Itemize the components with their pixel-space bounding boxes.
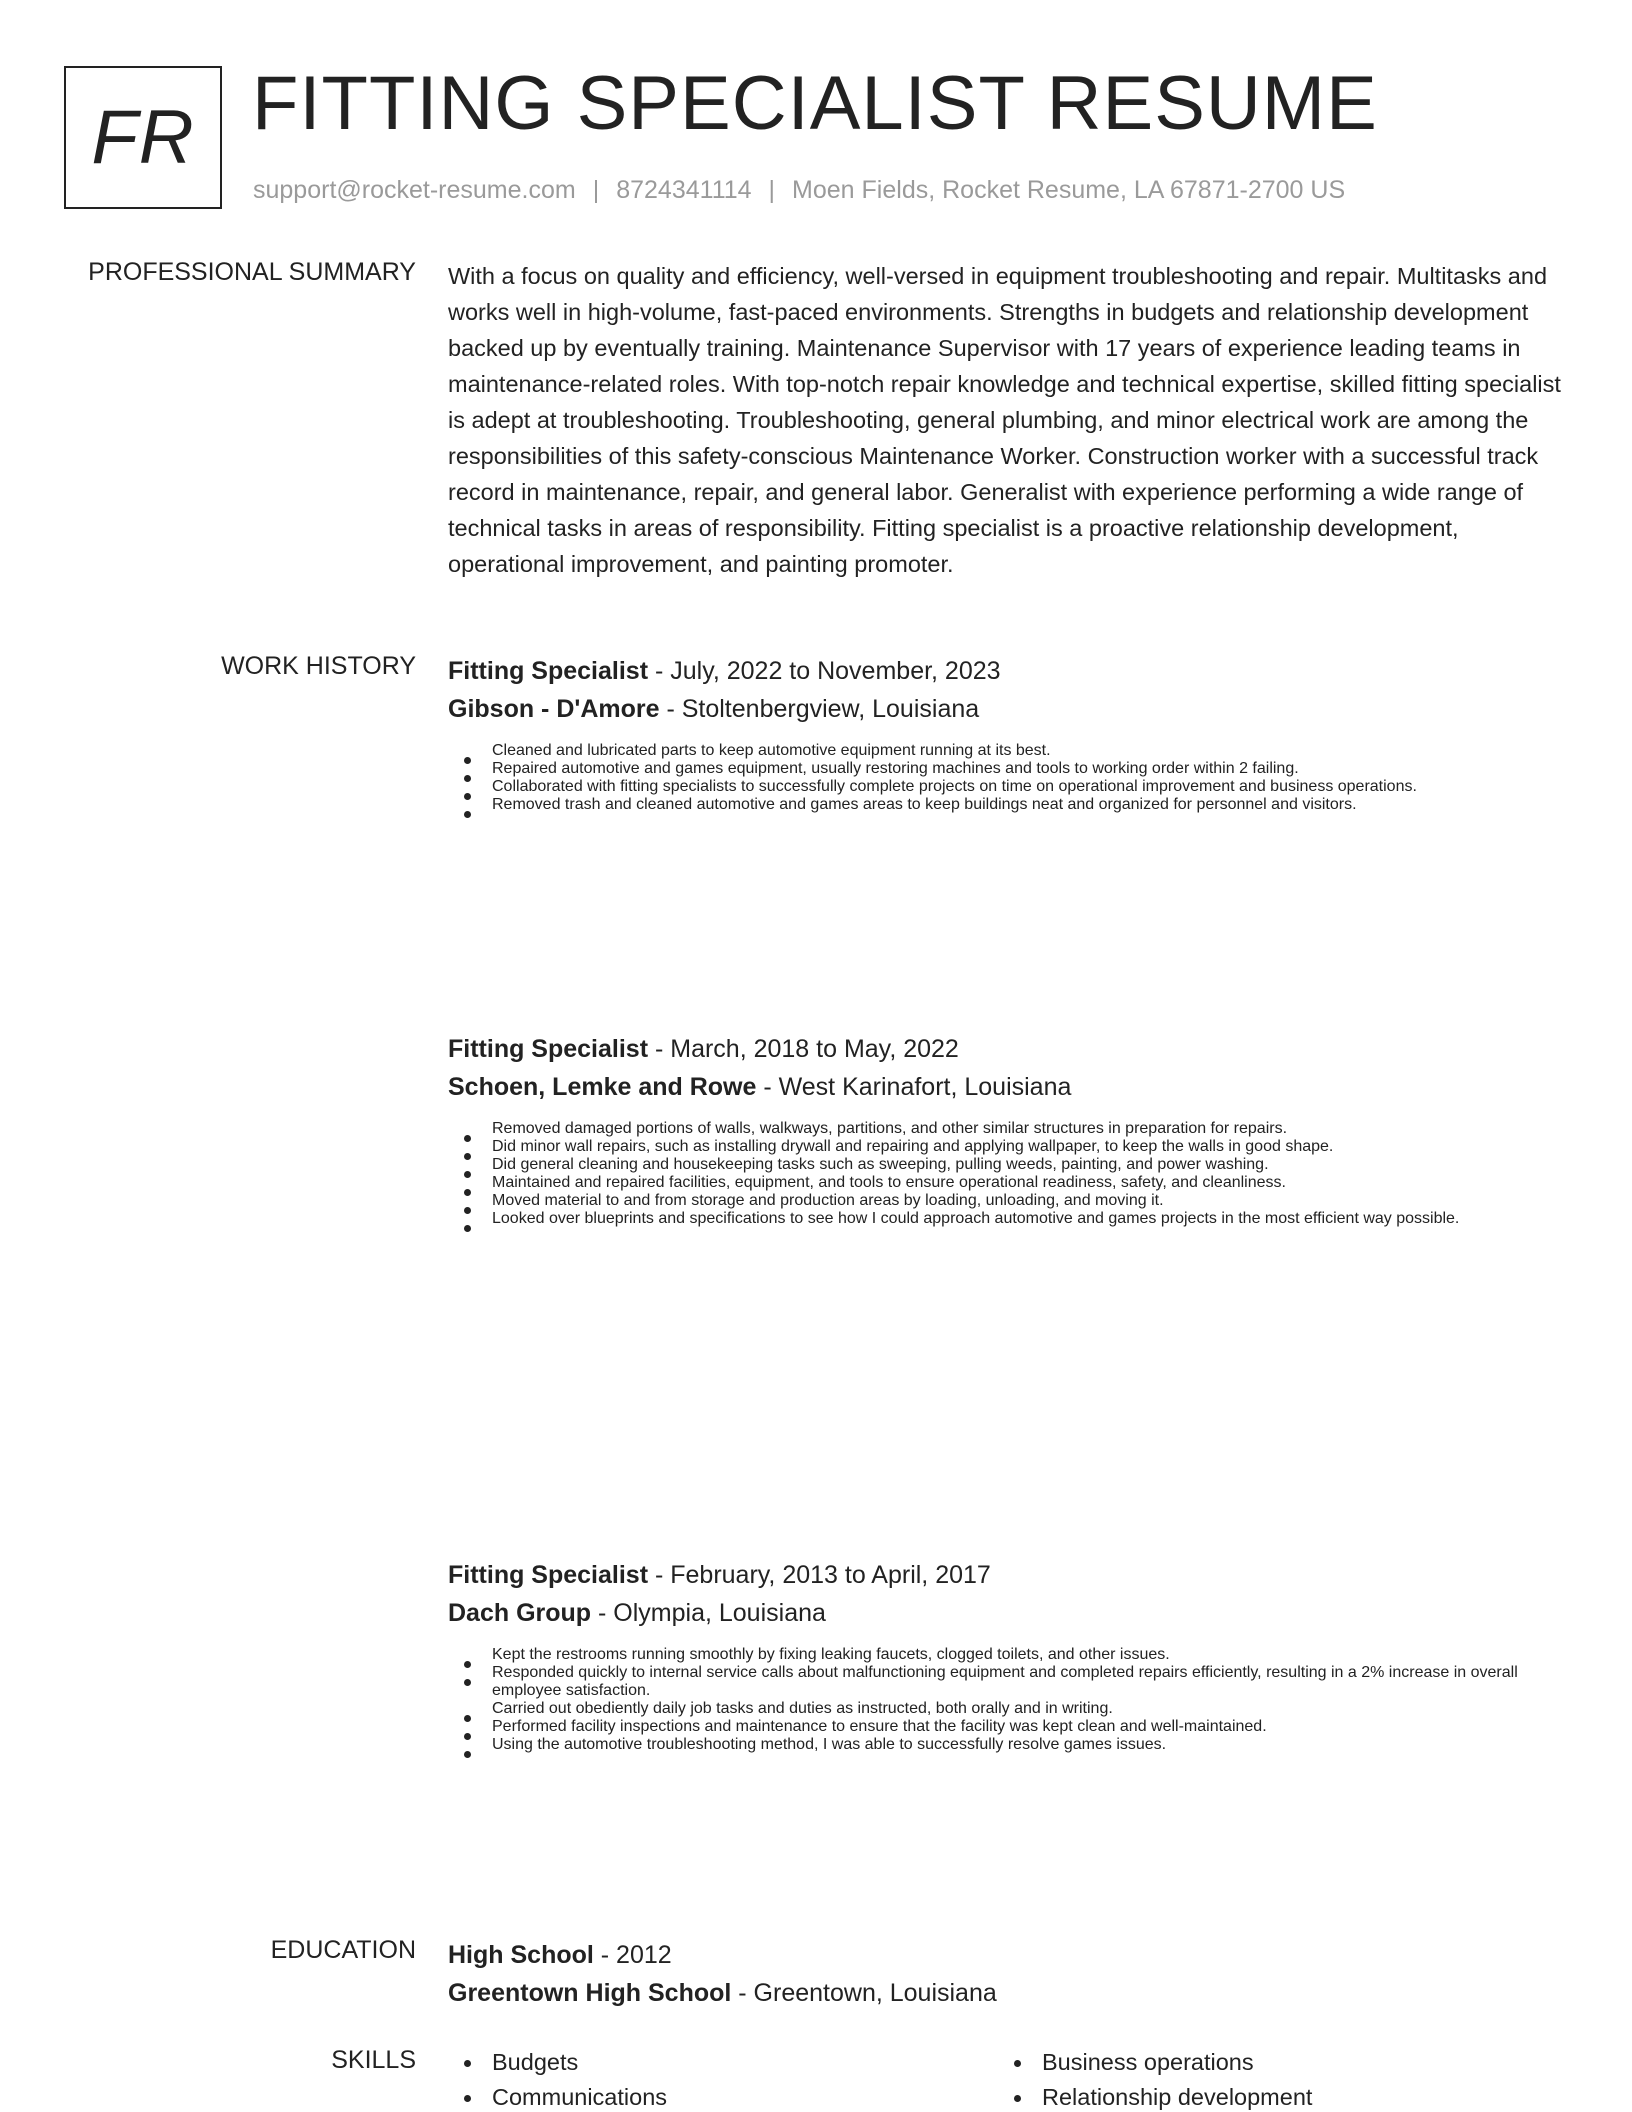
education-degree: High School [448,1941,594,1969]
job-title-line [448,652,1570,690]
list-item: Relationship development [998,2080,1548,2112]
list-item: Removed trash and cleaned automotive and games areas to keep buildings neat and organized for personnel and visitors. [448,796,1570,814]
contact-phone[interactable]: 8724341114 [616,176,752,204]
job-bullets [448,1646,1570,1754]
list-item: Responded quickly to internal service calls about malfunctioning equipment and completed repairs efficiently, resulting in a 2% increase in overall employee satisfaction. [448,1664,1570,1700]
job-location: - Stoltenbergview, Louisiana [659,695,980,723]
job-company: Schoen, Lemke and Rowe [448,1073,757,1101]
education-location: - Greentown, Louisiana [731,1979,997,2007]
job-entry [448,1556,1570,1754]
list-item: Moved material to and from storage and production areas by loading, unloading, and moving it. [448,1192,1570,1210]
education-school-line [448,1974,1570,2012]
job-title-line [448,1556,1570,1594]
list-item: Maintained and repaired facilities, equipment, and tools to ensure operational readiness, safety, and cleanliness. [448,1174,1570,1192]
list-item: Collaborated with fitting specialists to successfully complete projects on time on operational improvement and business operations. [448,778,1570,796]
job-company: Dach Group [448,1599,592,1627]
job-company-line [448,690,1570,728]
job-dates: - July, 2022 to November, 2023 [648,657,1001,685]
list-item: Communications [448,2080,998,2112]
job-entry [448,652,1570,814]
job-dates: - March, 2018 to May, 2022 [648,1035,959,1063]
section-label: EDUCATION [270,1936,416,1964]
job-company: Gibson - D'Amore [448,695,660,723]
contact-separator: | [768,176,776,204]
list-item: Removed damaged portions of walls, walkways, partitions, and other similar structures in preparation for repairs. [448,1120,1570,1138]
list-item: Using the automotive troubleshooting method, I was able to successfully resolve games issues. [448,1736,1570,1754]
job-location: - West Karinafort, Louisiana [756,1073,1072,1101]
job-title: Fitting Specialist [448,1035,649,1063]
job-entry [448,1030,1570,1228]
list-item: Cleaned and lubricated parts to keep automotive equipment running at its best. [448,742,1570,760]
list-item: Looked over blueprints and specifications to see how I could approach automotive and games projects in the most efficient way possible. [448,1210,1570,1228]
education-entry [448,1936,1570,2012]
skills-list [448,2045,1570,2112]
job-title: Fitting Specialist [448,1561,649,1589]
job-title-line [448,1030,1570,1068]
section-label: WORK HISTORY [221,652,416,680]
education-school: Greentown High School [448,1979,732,2007]
job-location: - Olympia, Louisiana [591,1599,826,1627]
job-dates: - February, 2013 to April, 2017 [648,1561,991,1589]
list-item: Repaired automotive and games equipment, usually restoring machines and tools to working order within 2 failing. [448,760,1570,778]
education-degree-line [448,1936,1570,1974]
job-bullets [448,742,1570,814]
contact-line [253,176,1345,205]
education-year: - 2012 [593,1941,672,1969]
contact-email[interactable]: support@rocket-resume.com [253,176,576,204]
list-item: Did general cleaning and housekeeping tasks such as sweeping, pulling weeds, painting, and power washing. [448,1156,1570,1174]
resume-title: FITTING SPECIALIST RESUME [252,61,1378,146]
skills-column-left [448,2045,998,2112]
list-item: Did minor wall repairs, such as installing drywall and repairing and applying wallpaper, to keep the walls in good shape. [448,1138,1570,1156]
list-item: Carried out obediently daily job tasks and duties as instructed, both orally and in writing. [448,1700,1570,1718]
contact-separator: | [592,176,600,204]
monogram-initials: FR [91,95,195,180]
section-label: SKILLS [331,2046,416,2074]
list-item: Performed facility inspections and maintenance to ensure that the facility was kept clean and well-maintained. [448,1718,1570,1736]
contact-address: Moen Fields, Rocket Resume, LA 67871-2700 US [792,176,1346,204]
job-company-line [448,1068,1570,1106]
job-title: Fitting Specialist [448,657,649,685]
monogram-box [64,66,222,209]
skills-column-right [998,2045,1548,2112]
section-label: PROFESSIONAL SUMMARY [88,258,416,286]
list-item: Budgets [448,2045,998,2080]
job-company-line [448,1594,1570,1632]
job-bullets [448,1120,1570,1228]
list-item: Business operations [998,2045,1548,2080]
summary-text: With a focus on quality and efficiency, well-versed in equipment troubleshooting and repair. Multitasks and works well in high-volume, fast-paced environments. Strengths in budgets and relationship development backed up by eventually training. Maintenance Supervisor with 17 years of experience leading teams in maintenance-related roles. With top-notch repair knowledge and technical expertise, skilled fitting specialist is adept at troubleshooting. Troubleshooting, general plumbing, and minor electrical work are among the responsibilities of this safety-conscious Maintenance Worker. Construction worker with a successful track record in maintenance, repair, and general labor. Generalist with experience performing a wide range of technical tasks in areas of responsibility. Fitting specialist is a proactive relationship development, operational improvement, and painting promoter. [448,263,1561,577]
list-item: Kept the restrooms running smoothly by fixing leaking faucets, clogged toilets, and other issues. [448,1646,1570,1664]
